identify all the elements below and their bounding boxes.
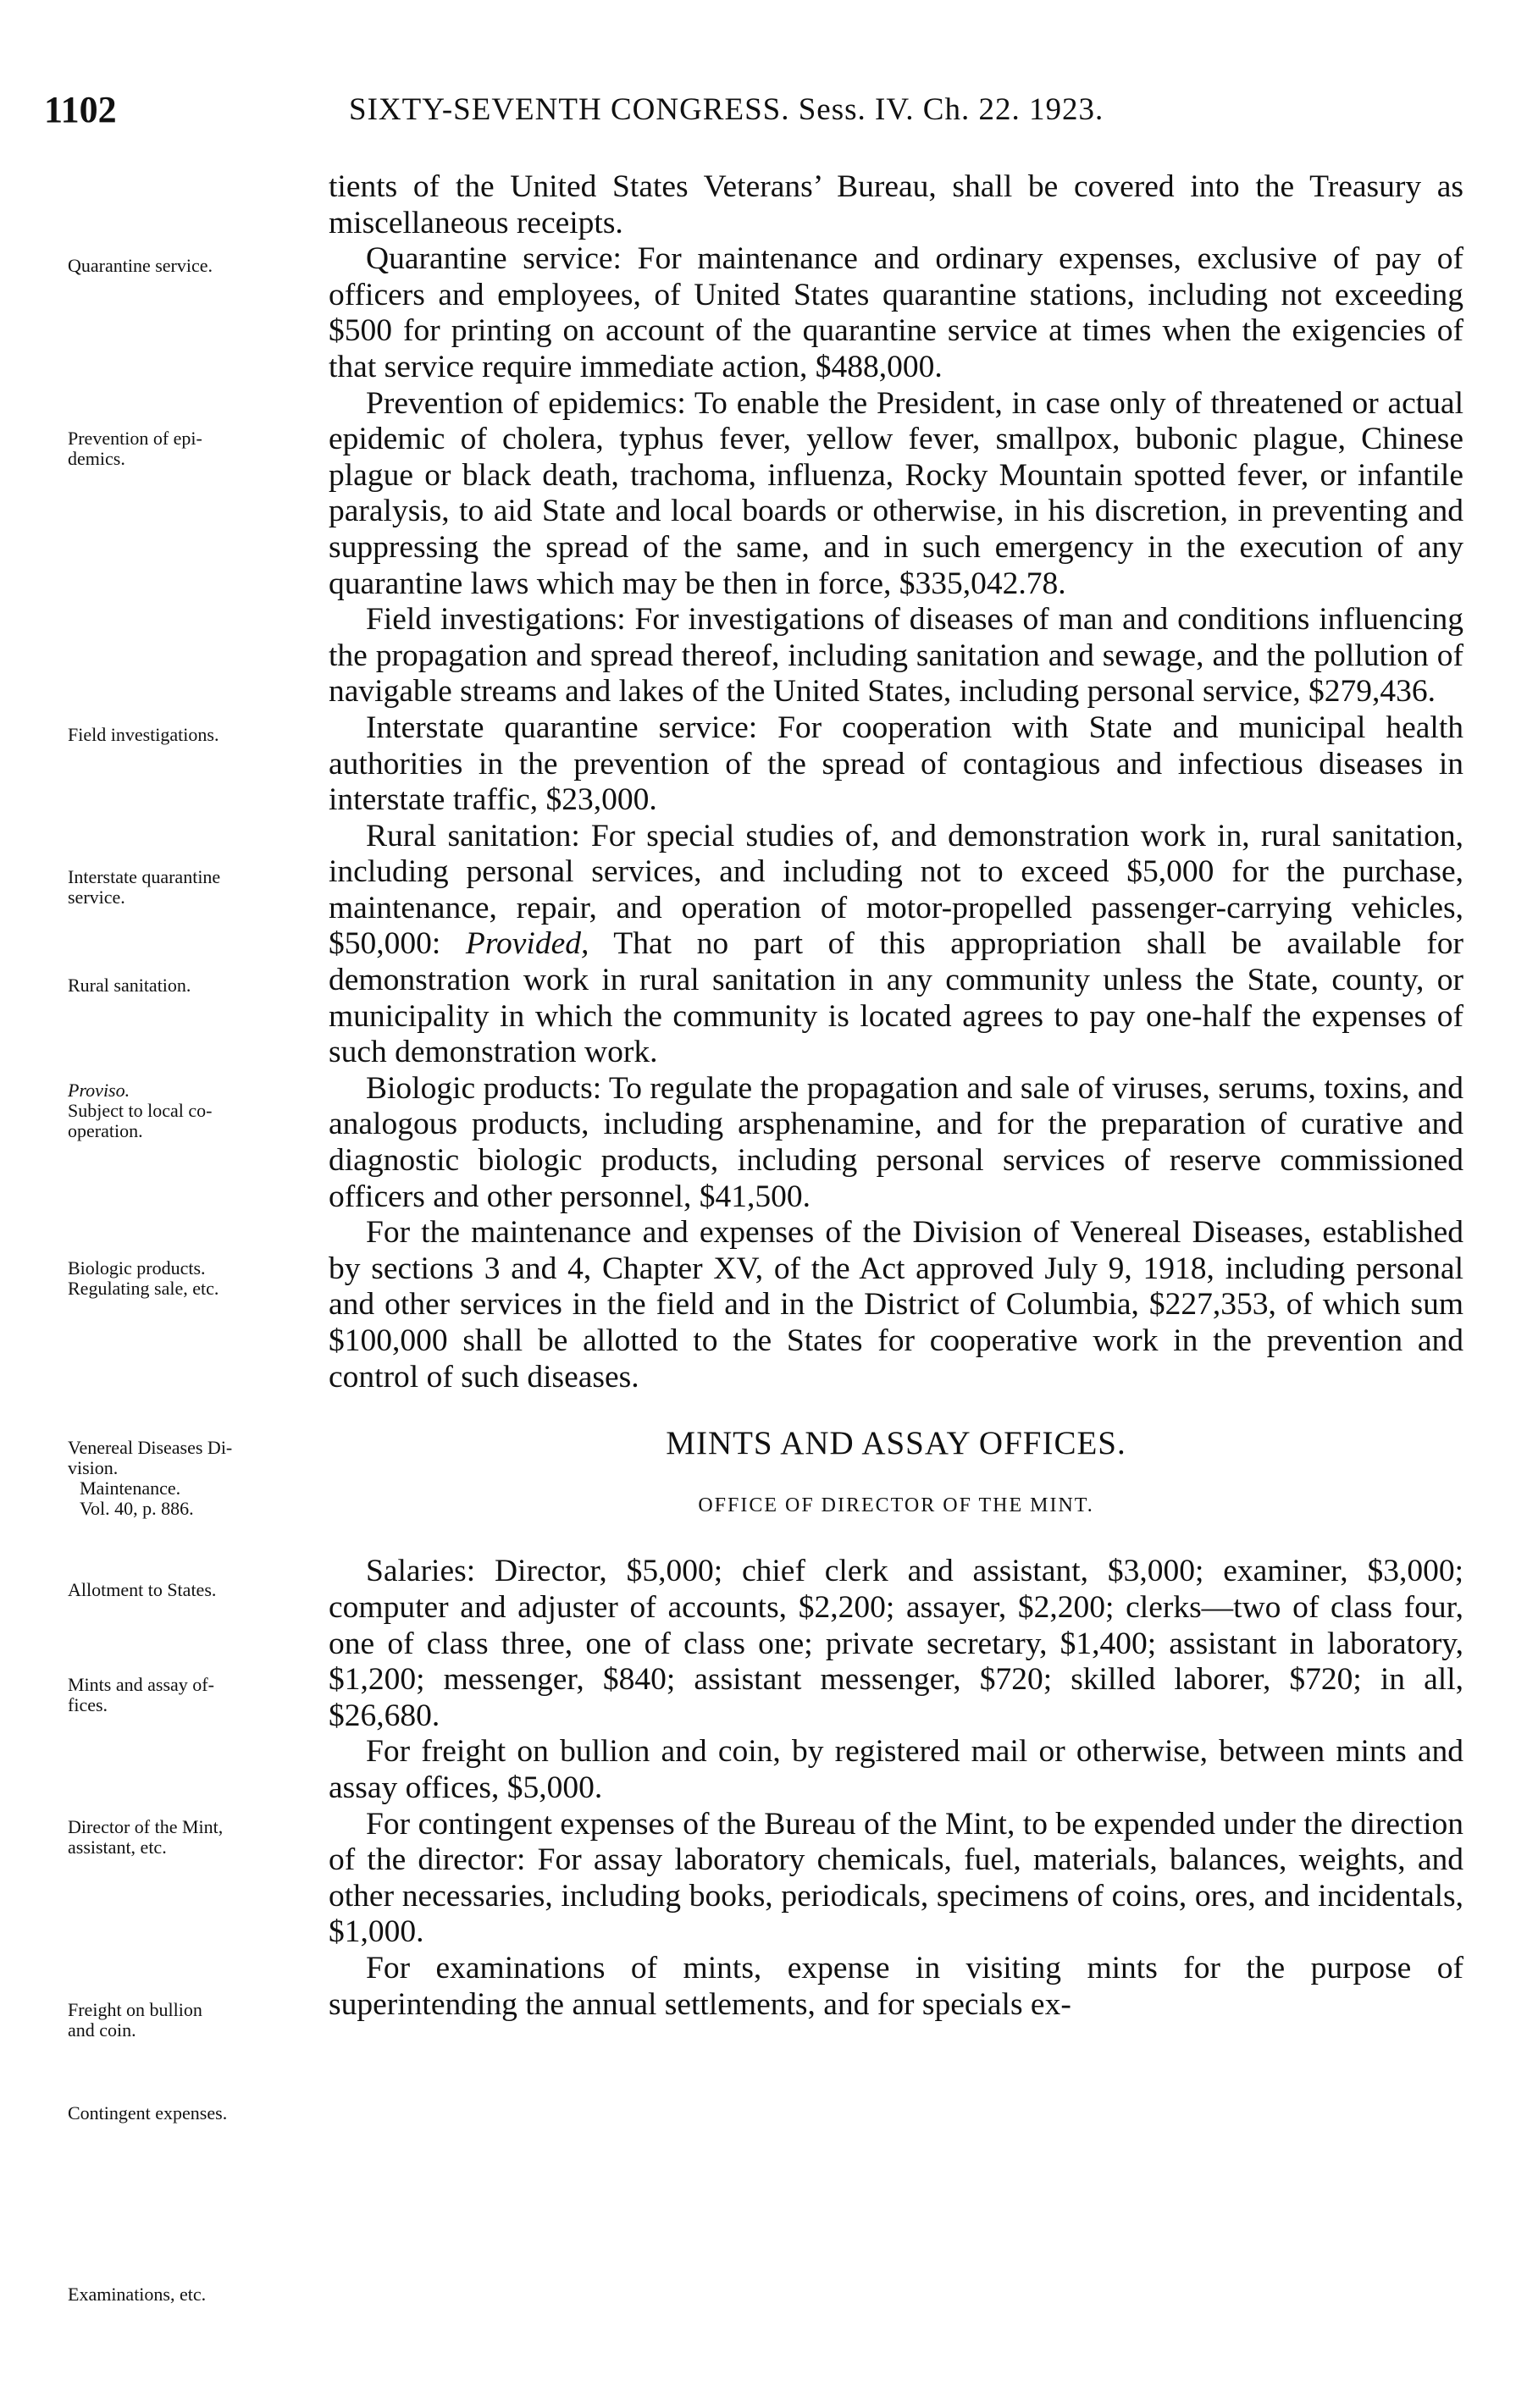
rural-text-a: Rural sanitation: For special studies of, and demonstration work in, rural sanitation, including personal services, and including not to exceed $5,000 for the purchase, maintenance, repair, and operation of motor-propelled passenger-carrying vehicles, $50,000: <box>329 818 1463 962</box>
rural-text-b: That no part of this appropriation shall be available for demonstration work in rural sanitation in any community unless the State, county, or municipality in which the community is located agrees to pay one-half the expenses of such demonstration work. <box>329 926 1463 1070</box>
paragraph-field-investigations: Field investigations: For investigations of diseases of man and conditions influencing the propagation and spread thereof, including sanitation and sewage, and the pollution of navigable streams and lakes of the United States, including personal service, $279,436. <box>329 602 1463 710</box>
margin-note-biologic: Biologic products. Regulating sale, etc. <box>68 1257 219 1299</box>
margin-note-epidemics: Prevention of epi- demics. <box>68 428 202 469</box>
main-text <box>329 169 1463 2023</box>
margin-note-interstate: Interstate quarantine service. <box>68 866 221 908</box>
paragraph-veterans: tients of the United States Veterans’ Bureau, shall be covered into the Treasury as miscellaneous receipts. <box>329 169 1463 240</box>
margin-note-field: Field investigations. <box>68 724 219 745</box>
running-head <box>44 88 1450 139</box>
section-heading-mints: MINTS AND ASSAY OFFICES. <box>666 1425 1126 1462</box>
margin-note-rural: Rural sanitation. <box>68 975 191 996</box>
paragraph-interstate-quarantine: Interstate quarantine service: For cooperation with State and municipal health authorities in the prevention of the spread of contagious and infectious diseases in interstate traffic, $23,000. <box>329 710 1463 818</box>
paragraph-contingent: For contingent expenses of the Bureau of the Mint, to be expended under the direction of the director: For assay laboratory chemicals, fuel, materials, balances, weights, and other necessaries, including books, periodicals, specimens of coins, ores, and incidentals, $1,000. <box>329 1806 1463 1950</box>
paragraph-rural-sanitation <box>329 819 1463 1071</box>
paragraph-examinations: For examinations of mints, expense in visiting mints for the purpose of superintending the annual settlements, and for specials ex- <box>329 1950 1463 2022</box>
paragraph-epidemics: Prevention of epidemics: To enable the President, in case only of threatened or actual epidemic of cholera, typhus fever, yellow fever, smallpox, bubonic plague, Chinese plague or black death, trachoma, influenza, Rocky Mountain spotted fever, or infantile paralysis, to aid State and local boards or otherwise, in his discretion, in preventing and suppressing the spread of the same, and in such emergency in the execution of any quarantine laws which may be then in force, $335,042.78. <box>329 385 1463 601</box>
running-head-title: SIXTY-SEVENTH CONGRESS. Sess. IV. Ch. 22. 1923. <box>349 92 1104 127</box>
margin-note-proviso: Proviso. Subject to local co- operation. <box>68 1080 213 1141</box>
page-number: 1102 <box>44 89 117 130</box>
paragraph-venereal-diseases: For the maintenance and expenses of the Division of Venereal Diseases, established by sections 3 and 4, Chapter XV, of the Act approved July 9, 1918, including personal and other services in the field and in the District of Columbia, $227,353, of which sum $100,000 shall be allotted to the States for cooperative work in the prevention and control of such diseases. <box>329 1215 1463 1395</box>
margin-note-examinations: Examinations, etc. <box>68 2284 207 2305</box>
paragraph-salaries: Salaries: Director, $5,000; chief clerk and assistant, $3,000; examiner, $3,000; computer and adjuster of accounts, $2,200; assayer, $2,200; clerks—two of class four, one of class three, one of class one; private secretary, $1,400; assistant in laboratory, $1,200; messenger, $840; assistant messenger, $720; skilled laborer, $720; in all, $26,680. <box>329 1554 1463 1733</box>
margin-note-contingent: Contingent expenses. <box>68 2102 228 2124</box>
margin-note-allotment: Allotment to States. <box>68 1579 217 1600</box>
paragraph-quarantine: Quarantine service: For maintenance and ordinary expenses, exclusive of pay of officers and employees, of United States quarantine stations, including not exceeding $500 for printing on account of the quarantine service at times when the exigencies of that service require immediate action, $488,000. <box>329 241 1463 384</box>
margin-note-director: Director of the Mint, assistant, etc. <box>68 1816 224 1858</box>
paragraph-biologic-products: Biologic products: To regulate the propagation and sale of viruses, serums, toxins, and analogous products, including arsphenamine, and for the preparation of curative and diagnostic biologic products, including personal services of reserve commissioned officers and other personnel, $41,500. <box>329 1070 1463 1214</box>
provided-text: Provided, <box>465 926 589 962</box>
margin-note-quarantine: Quarantine service. <box>68 255 213 276</box>
margin-note-freight: Freight on bullion and coin. <box>68 1999 202 2041</box>
paragraph-freight: For freight on bullion and coin, by registered mail or otherwise, between mints and assay offices, $5,000. <box>329 1734 1463 1805</box>
margin-note-mints: Mints and assay of- fices. <box>68 1674 214 1715</box>
subheading-director-mint: OFFICE OF DIRECTOR OF THE MINT. <box>698 1494 1094 1516</box>
margin-note-venereal: Venereal Diseases Di- vision. Maintenance. Vol. 40, p. 886. <box>68 1437 233 1519</box>
